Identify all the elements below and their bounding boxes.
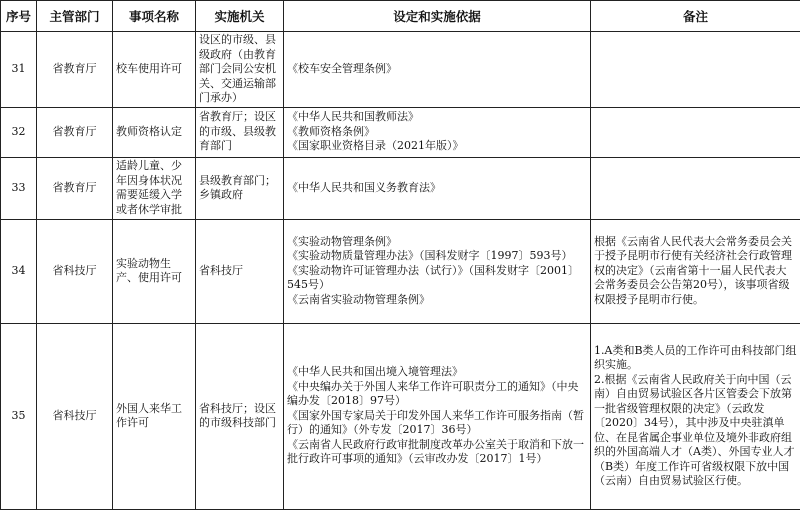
- basis-line: 《中央编办关于外国人来华工作许可职责分工的通知》（中央编办发〔2018〕97号）: [287, 380, 587, 409]
- basis-line: 《国家外国专家局关于印发外国人来华工作许可服务指南（暂行）的通知》（外专发〔2017〕36号）: [287, 409, 587, 438]
- row-dept: 省科技厅: [37, 219, 113, 323]
- row-basis: [284, 107, 591, 157]
- table-row: [1, 32, 800, 108]
- row-basis: [284, 219, 591, 323]
- basis-line: 《中华人民共和国义务教育法》: [287, 181, 587, 196]
- table-row: [1, 219, 800, 323]
- table-row: [1, 107, 800, 157]
- table-row: [1, 157, 800, 219]
- basis-line: 《实验动物管理条例》: [287, 235, 587, 250]
- row-item: 教师资格认定: [113, 107, 196, 157]
- basis-line: 《教师资格条例》: [287, 125, 587, 140]
- row-agency: 设区的市级、县级政府（由教育部门会同公安机关、交通运输部门承办）: [196, 32, 284, 108]
- row-agency: 省科技厅: [196, 219, 284, 323]
- row-basis: [284, 157, 591, 219]
- basis-line: 《实验动物许可证管理办法（试行）》（国科发财字〔2001〕545号）: [287, 264, 587, 293]
- row-no: 32: [1, 107, 37, 157]
- basis-line: 《云南省实验动物管理条例》: [287, 293, 587, 308]
- row-dept: 省教育厅: [37, 107, 113, 157]
- row-item: 校车使用许可: [113, 32, 196, 108]
- row-dept: 省教育厅: [37, 32, 113, 108]
- row-no: 31: [1, 32, 37, 108]
- row-note: [591, 219, 800, 323]
- basis-line: 《校车安全管理条例》: [287, 62, 587, 77]
- row-basis: [284, 323, 591, 509]
- note-text: 1.A类和B类人员的工作许可由科技部门组织实施。 2.根据《云南省人民政府关于向中国（云南）自由贸易试验区各片区管委会下放第一批省级管理权限的决定》（云政发〔2020〕34号），其中涉及中央驻滇单位、在昆省属企事业单位及境外非政府组织的外国高端人才（A类）、外国专业人才（B类）年度工作许可省级权限下放中国（云南）自由贸易试验区行使。: [594, 344, 797, 489]
- header-agency: 实施机关: [196, 1, 284, 32]
- row-agency: 省教育厅；设区的市级、县级教育部门: [196, 107, 284, 157]
- basis-line: 《中华人民共和国出境入境管理法》: [287, 365, 587, 380]
- basis-line: 《云南省人民政府行政审批制度改革办公室关于取消和下放一批行政许可事项的通知》（云审改办发〔2017〕1号）: [287, 438, 587, 467]
- row-no: 33: [1, 157, 37, 219]
- row-note: [591, 157, 800, 219]
- row-dept: 省教育厅: [37, 157, 113, 219]
- header-item: 事项名称: [113, 1, 196, 32]
- table-row: [1, 323, 800, 509]
- row-note: [591, 107, 800, 157]
- header-basis: 设定和实施依据: [284, 1, 591, 32]
- row-agency: 县级教育部门；乡镇政府: [196, 157, 284, 219]
- row-no: 35: [1, 323, 37, 509]
- header-dept: 主管部门: [37, 1, 113, 32]
- row-item: 外国人来华工作许可: [113, 323, 196, 509]
- basis-line: 《国家职业资格目录（2021年版）》: [287, 139, 587, 154]
- note-text: 根据《云南省人民代表大会常务委员会关于授予昆明市行使有关经济社会行政管理权的决定》（云南省第十一届人民代表大会常务委员会公告第20号），该事项省级权限授予昆明市行使。: [594, 235, 797, 308]
- row-dept: 省科技厅: [37, 323, 113, 509]
- row-item: 实验动物生产、使用许可: [113, 219, 196, 323]
- row-no: 34: [1, 219, 37, 323]
- header-no: 序号: [1, 1, 37, 32]
- row-agency: 省科技厅；设区的市级科技部门: [196, 323, 284, 509]
- row-note: [591, 323, 800, 509]
- row-item: 适龄儿童、少年因身体状况需要延缓入学或者休学审批: [113, 157, 196, 219]
- basis-line: 《实验动物质量管理办法》（国科发财字〔1997〕593号）: [287, 249, 587, 264]
- row-note: [591, 32, 800, 108]
- table-header-row: [1, 1, 800, 32]
- basis-line: 《中华人民共和国教师法》: [287, 110, 587, 125]
- row-basis: [284, 32, 591, 108]
- header-note: 备注: [591, 1, 800, 32]
